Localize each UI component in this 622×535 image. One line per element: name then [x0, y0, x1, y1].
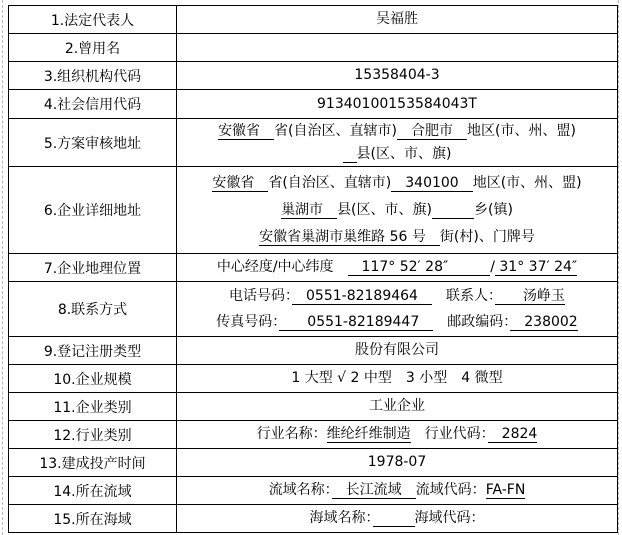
underlined-field-value: 0551-82189447	[279, 314, 434, 330]
underlined-field-value: 维纶纤维制造	[326, 426, 411, 442]
table-row	[9, 167, 618, 254]
field-text: 1978-07	[367, 454, 427, 470]
row-value	[177, 254, 618, 282]
table-row	[9, 393, 618, 421]
row-value	[177, 365, 618, 393]
underlined-field-value: 238002	[510, 314, 578, 330]
row-label: 7.企业地理位置	[9, 254, 177, 282]
row-label: 5.方案审核地址	[9, 119, 177, 167]
field-text: 股份有限公司	[355, 342, 439, 358]
value-line	[177, 143, 617, 166]
field-text: 工业企业	[369, 398, 425, 414]
field-text: 行业代码：	[410, 426, 488, 442]
field-text: 县(区、市、旗)	[356, 145, 452, 162]
underlined-field-value: 汤峥玉	[494, 288, 565, 304]
table-row	[9, 254, 618, 282]
value-line	[177, 366, 617, 391]
row-label: 14.所在流域	[9, 477, 177, 505]
value-line	[177, 224, 617, 251]
table-row	[9, 337, 618, 365]
value-line	[177, 255, 617, 280]
table-row	[9, 34, 618, 62]
row-label: 3.组织机构代码	[9, 62, 177, 90]
value-line	[177, 506, 617, 531]
row-label: 8.联系方式	[9, 282, 177, 337]
field-text: 中心经度/中心纬度	[216, 259, 348, 275]
table-row	[9, 119, 618, 167]
field-text: 地区(市、州、盟)	[472, 174, 582, 191]
field-text: 乡(镇)	[474, 201, 513, 218]
table-row	[9, 365, 618, 393]
row-label: 9.登记注册类型	[9, 337, 177, 365]
row-label: 12.行业类别	[9, 421, 177, 449]
row-label: 11.企业类别	[9, 393, 177, 421]
field-text: 行业名称：	[256, 426, 327, 442]
row-value	[177, 505, 618, 533]
field-text: 流域代码：	[415, 482, 486, 498]
underlined-field-value: 长江流域	[331, 482, 416, 498]
underlined-field-value: 安徽省	[212, 174, 269, 191]
field-text: 传真号码：	[216, 314, 280, 330]
underlined-field-value: 2824	[487, 426, 538, 442]
value-line	[177, 309, 617, 335]
row-value	[177, 62, 618, 90]
underlined-field-value: 117° 52′ 28″	[347, 259, 491, 275]
field-text: 15358404-3	[354, 67, 440, 83]
row-value	[177, 90, 618, 119]
field-text: 地区(市、州、盟)	[467, 122, 576, 139]
field-text: 1 大型 √ 2 中型 3 小型 4 微型	[291, 370, 503, 386]
row-value	[177, 282, 618, 337]
value-line	[177, 394, 617, 419]
table-row	[9, 282, 618, 337]
table-row	[9, 90, 618, 119]
field-text: 海域代码：	[414, 510, 485, 526]
row-label: 10.企业规模	[9, 365, 177, 393]
table-row	[9, 6, 618, 34]
table-row	[9, 62, 618, 90]
row-value	[177, 6, 618, 34]
page-break-dashed-line-left	[2, 0, 3, 535]
value-line	[177, 7, 617, 32]
field-text: 省(自治区、直辖市)	[268, 174, 392, 191]
row-label: 6.企业详细地址	[9, 167, 177, 254]
value-line	[177, 283, 617, 309]
row-label: 13.建成投产时间	[9, 449, 177, 477]
table-row	[9, 421, 618, 449]
enterprise-info-form-table	[8, 5, 618, 533]
field-text: 县(区、市、旗)	[337, 201, 432, 218]
underlined-field-value: 安徽省巢湖市巢维路 56 号	[259, 228, 440, 245]
value-line	[177, 197, 617, 224]
underlined-field-value: 31° 37′ 24″	[494, 259, 578, 275]
row-label: 4.社会信用代码	[9, 90, 177, 119]
field-text: 流域名称：	[268, 482, 332, 498]
underlined-field-value: 合肥市	[397, 122, 467, 139]
page-break-dashed-line-right	[618, 0, 619, 535]
value-line	[177, 120, 617, 143]
field-text: 电话号码：	[229, 288, 293, 304]
underlined-field-value: FA-FN	[485, 482, 526, 498]
row-label: 1.法定代表人	[9, 6, 177, 34]
underlined-field-value: 巢湖市	[281, 201, 338, 218]
value-line	[177, 170, 617, 197]
form-table-body	[9, 6, 618, 533]
field-text: /	[490, 259, 495, 275]
row-value	[177, 421, 618, 449]
table-row	[9, 449, 618, 477]
underlined-field-value: 340100	[391, 174, 473, 191]
row-value	[177, 393, 618, 421]
row-value	[177, 337, 618, 365]
field-text: 邮政编码：	[433, 314, 511, 330]
row-label: 2.曾用名	[9, 34, 177, 62]
underlined-field-value	[432, 202, 474, 219]
field-text: 91340100153584043T	[317, 95, 477, 112]
underlined-field-value: 安徽省	[218, 122, 275, 139]
underlined-field-value	[373, 510, 415, 527]
value-line	[177, 63, 617, 88]
row-value	[177, 167, 618, 254]
row-label: 15.所在海域	[9, 505, 177, 533]
underlined-field-value	[343, 146, 357, 163]
value-line	[177, 338, 617, 363]
row-value	[177, 119, 618, 167]
value-line	[177, 422, 617, 447]
field-text: 省(自治区、直辖市)	[274, 122, 397, 139]
field-text: 街(村)、门牌号	[439, 228, 535, 245]
field-text: 联系人：	[431, 288, 495, 304]
value-line	[177, 92, 617, 117]
field-text: 海域名称：	[309, 510, 373, 526]
row-value	[177, 34, 618, 62]
value-line	[177, 478, 617, 503]
underlined-field-value: 0551-82189464	[292, 288, 432, 304]
field-text: 吴福胜	[376, 11, 418, 27]
row-value	[177, 449, 618, 477]
row-value	[177, 477, 618, 505]
value-line	[177, 450, 617, 475]
table-row	[9, 505, 618, 533]
table-row	[9, 477, 618, 505]
